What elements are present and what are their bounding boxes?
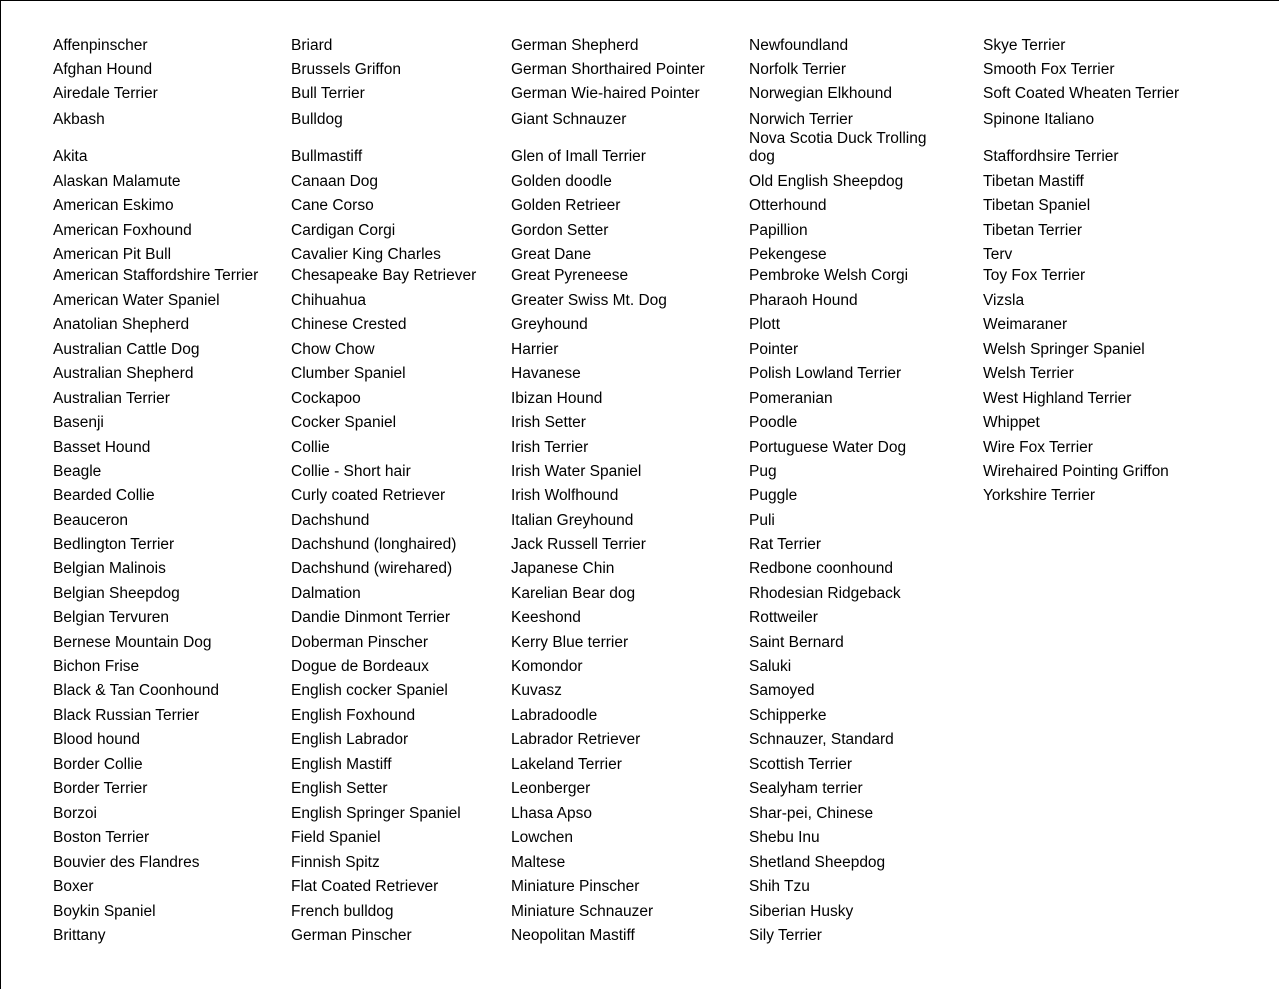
breed-item: Airedale Terrier bbox=[53, 85, 158, 102]
breed-item: Australian Shepherd bbox=[53, 365, 194, 382]
breed-item: Sealyham terrier bbox=[749, 780, 863, 797]
breed-item: Vizsla bbox=[983, 292, 1025, 309]
breed-item: Gordon Setter bbox=[511, 222, 609, 239]
breed-item: Pekengese bbox=[749, 246, 827, 263]
breed-column-3 bbox=[511, 1, 751, 990]
breed-item: Akita bbox=[53, 148, 88, 165]
breed-item: Pug bbox=[749, 463, 777, 480]
breed-item: Italian Greyhound bbox=[511, 512, 634, 529]
breed-item: Welsh Springer Spaniel bbox=[983, 341, 1145, 358]
breed-item: Schipperke bbox=[749, 707, 827, 724]
breed-item: Puggle bbox=[749, 487, 798, 504]
breed-item: Collie bbox=[291, 439, 330, 456]
breed-item: Leonberger bbox=[511, 780, 591, 797]
breed-item: Labrador Retriever bbox=[511, 731, 641, 748]
breed-item: Bull Terrier bbox=[291, 85, 365, 102]
breed-item: American Water Spaniel bbox=[53, 292, 220, 309]
breed-item: Black & Tan Coonhound bbox=[53, 682, 220, 699]
breed-item: Shebu Inu bbox=[749, 829, 820, 846]
breed-item: Basset Hound bbox=[53, 439, 151, 456]
breed-item: Great Pyreneese bbox=[511, 267, 629, 284]
breed-item: Bedlington Terrier bbox=[53, 536, 175, 553]
breed-item: Labradoodle bbox=[511, 707, 598, 724]
breed-item: Greyhound bbox=[511, 316, 588, 333]
breed-item: Nova Scotia Duck Trolling dog bbox=[749, 130, 927, 165]
breed-item: Ibizan Hound bbox=[511, 390, 603, 407]
breed-item: Rottweiler bbox=[749, 609, 818, 626]
breed-item: Golden doodle bbox=[511, 173, 612, 190]
breed-item: German Wie-haired Pointer bbox=[511, 85, 700, 102]
breed-item: Akbash bbox=[53, 111, 105, 128]
breed-item: Glen of Imall Terrier bbox=[511, 148, 646, 165]
breed-item: American Foxhound bbox=[53, 222, 192, 239]
breed-item: Dachshund (wirehared) bbox=[291, 560, 453, 577]
breed-item: English Springer Spaniel bbox=[291, 805, 461, 822]
breed-item: Cardigan Corgi bbox=[291, 222, 396, 239]
breed-item: Great Dane bbox=[511, 246, 592, 263]
breed-item: Sily Terrier bbox=[749, 927, 822, 944]
breed-item: Boxer bbox=[53, 878, 94, 895]
breed-item: Jack Russell Terrier bbox=[511, 536, 646, 553]
breed-item: Scottish Terrier bbox=[749, 756, 853, 773]
breed-item: English Foxhound bbox=[291, 707, 416, 724]
breed-item: Harrier bbox=[511, 341, 559, 358]
breed-item: Polish Lowland Terrier bbox=[749, 365, 902, 382]
breed-item: Dandie Dinmont Terrier bbox=[291, 609, 451, 626]
breed-item: French bulldog bbox=[291, 903, 394, 920]
breed-item: Schnauzer, Standard bbox=[749, 731, 894, 748]
breed-item: Belgian Tervuren bbox=[53, 609, 170, 626]
breed-item: Wire Fox Terrier bbox=[983, 439, 1093, 456]
breed-item: Australian Terrier bbox=[53, 390, 170, 407]
breed-item: Toy Fox Terrier bbox=[983, 267, 1086, 284]
breed-item: Pomeranian bbox=[749, 390, 833, 407]
breed-item: Australian Cattle Dog bbox=[53, 341, 200, 358]
breed-item: Clumber Spaniel bbox=[291, 365, 406, 382]
breed-item: Weimaraner bbox=[983, 316, 1068, 333]
breed-item: Rhodesian Ridgeback bbox=[749, 585, 901, 602]
breed-item: English Mastiff bbox=[291, 756, 392, 773]
breed-item: Blood hound bbox=[53, 731, 141, 748]
breed-item: Japanese Chin bbox=[511, 560, 615, 577]
breed-item: Irish Setter bbox=[511, 414, 586, 431]
breed-item: Old English Sheepdog bbox=[749, 173, 904, 190]
breed-item: Dogue de Bordeaux bbox=[291, 658, 429, 675]
breed-item: Siberian Husky bbox=[749, 903, 854, 920]
breed-item: Chinese Crested bbox=[291, 316, 407, 333]
breed-item: Boykin Spaniel bbox=[53, 903, 156, 920]
breed-item: Alaskan Malamute bbox=[53, 173, 181, 190]
breed-item: Brittany bbox=[53, 927, 106, 944]
breed-item: German Pinscher bbox=[291, 927, 412, 944]
breed-item: Kuvasz bbox=[511, 682, 562, 699]
breed-item: Maltese bbox=[511, 854, 566, 871]
breed-column-4 bbox=[749, 1, 989, 990]
breed-item: Bearded Collie bbox=[53, 487, 155, 504]
breed-item: Rat Terrier bbox=[749, 536, 822, 553]
breed-item: Cavalier King Charles bbox=[291, 246, 441, 263]
breed-item: Kerry Blue terrier bbox=[511, 634, 629, 651]
breed-item: Otterhound bbox=[749, 197, 827, 214]
breed-item: Spinone Italiano bbox=[983, 111, 1095, 128]
breed-item: Welsh Terrier bbox=[983, 365, 1074, 382]
breed-item: Chow Chow bbox=[291, 341, 375, 358]
breed-item: Border Collie bbox=[53, 756, 143, 773]
breed-item: Greater Swiss Mt. Dog bbox=[511, 292, 667, 309]
breed-item: Irish Terrier bbox=[511, 439, 589, 456]
breed-item: American Pit Bull bbox=[53, 246, 172, 263]
breed-item: English cocker Spaniel bbox=[291, 682, 448, 699]
breed-column-2 bbox=[291, 1, 531, 990]
breed-item: West Highland Terrier bbox=[983, 390, 1132, 407]
breed-column-5 bbox=[983, 1, 1223, 990]
breed-item: Miniature Pinscher bbox=[511, 878, 640, 895]
breed-item: Whippet bbox=[983, 414, 1040, 431]
breed-item: German Shepherd bbox=[511, 37, 639, 54]
breed-item: Pointer bbox=[749, 341, 799, 358]
breed-item: Shetland Sheepdog bbox=[749, 854, 886, 871]
breed-item: Lowchen bbox=[511, 829, 574, 846]
breed-item: Staffordhsire Terrier bbox=[983, 148, 1119, 165]
breed-item: Curly coated Retriever bbox=[291, 487, 446, 504]
breed-item: Bichon Frise bbox=[53, 658, 140, 675]
breed-item: Miniature Schnauzer bbox=[511, 903, 654, 920]
breed-item: Lhasa Apso bbox=[511, 805, 593, 822]
breed-item: Puli bbox=[749, 512, 775, 529]
breed-item: Chesapeake Bay Retriever bbox=[291, 267, 477, 284]
breed-item: Saluki bbox=[749, 658, 792, 675]
breed-item: Briard bbox=[291, 37, 333, 54]
breed-item: English Setter bbox=[291, 780, 388, 797]
breed-item: Saint Bernard bbox=[749, 634, 844, 651]
breed-item: Pharaoh Hound bbox=[749, 292, 858, 309]
breed-item: Basenji bbox=[53, 414, 104, 431]
breed-item: Anatolian Shepherd bbox=[53, 316, 190, 333]
breed-item: Golden Retrieer bbox=[511, 197, 621, 214]
breed-item: Borzoi bbox=[53, 805, 97, 822]
breed-item: Papillion bbox=[749, 222, 808, 239]
breed-item: Cocker Spaniel bbox=[291, 414, 397, 431]
breed-item: Border Terrier bbox=[53, 780, 148, 797]
breed-item: Belgian Sheepdog bbox=[53, 585, 180, 602]
breed-item: Giant Schnauzer bbox=[511, 111, 627, 128]
breed-item: Samoyed bbox=[749, 682, 815, 699]
breed-item: Redbone coonhound bbox=[749, 560, 893, 577]
breed-item: Pembroke Welsh Corgi bbox=[749, 267, 909, 284]
breed-item: Afghan Hound bbox=[53, 61, 153, 78]
breed-item: English Labrador bbox=[291, 731, 409, 748]
breed-column-1 bbox=[53, 1, 293, 990]
breed-item: Dachshund bbox=[291, 512, 370, 529]
breed-item: Wirehaired Pointing Griffon bbox=[983, 463, 1169, 480]
breed-item: Portuguese Water Dog bbox=[749, 439, 907, 456]
breed-item: Komondor bbox=[511, 658, 583, 675]
breed-item: American Eskimo bbox=[53, 197, 174, 214]
breed-item: Chihuahua bbox=[291, 292, 366, 309]
breed-item: Keeshond bbox=[511, 609, 581, 626]
breed-item: Lakeland Terrier bbox=[511, 756, 622, 773]
breed-item: Dalmation bbox=[291, 585, 361, 602]
breed-item: Flat Coated Retriever bbox=[291, 878, 439, 895]
breed-item: Cockapoo bbox=[291, 390, 361, 407]
breed-item: Newfoundland bbox=[749, 37, 849, 54]
breed-item: Plott bbox=[749, 316, 781, 333]
breed-item: Brussels Griffon bbox=[291, 61, 401, 78]
breed-list-page bbox=[1, 1, 1279, 990]
breed-item: Smooth Fox Terrier bbox=[983, 61, 1115, 78]
breed-item: Bernese Mountain Dog bbox=[53, 634, 212, 651]
breed-item: Yorkshire Terrier bbox=[983, 487, 1095, 504]
breed-item: Norwich Terrier bbox=[749, 111, 853, 128]
breed-item: Skye Terrier bbox=[983, 37, 1066, 54]
breed-item: Shar-pei, Chinese bbox=[749, 805, 874, 822]
breed-item: Beagle bbox=[53, 463, 102, 480]
breed-item: Karelian Bear dog bbox=[511, 585, 636, 602]
breed-item: Irish Wolfhound bbox=[511, 487, 619, 504]
breed-item: German Shorthaired Pointer bbox=[511, 61, 705, 78]
breed-item: American Staffordshire Terrier bbox=[53, 267, 259, 284]
breed-item: Collie - Short hair bbox=[291, 463, 411, 480]
breed-item: Bouvier des Flandres bbox=[53, 854, 200, 871]
breed-item: Poodle bbox=[749, 414, 798, 431]
breed-item: Boston Terrier bbox=[53, 829, 150, 846]
breed-item: Finnish Spitz bbox=[291, 854, 380, 871]
breed-item: Terv bbox=[983, 246, 1013, 263]
breed-item: Bullmastiff bbox=[291, 148, 363, 165]
breed-item: Norwegian Elkhound bbox=[749, 85, 893, 102]
breed-item: Cane Corso bbox=[291, 197, 374, 214]
breed-item: Tibetan Terrier bbox=[983, 222, 1083, 239]
breed-item: Soft Coated Wheaten Terrier bbox=[983, 85, 1180, 102]
breed-item: Belgian Malinois bbox=[53, 560, 166, 577]
breed-item: Irish Water Spaniel bbox=[511, 463, 642, 480]
breed-item: Neopolitan Mastiff bbox=[511, 927, 635, 944]
breed-item: Doberman Pinscher bbox=[291, 634, 428, 651]
breed-item: Havanese bbox=[511, 365, 581, 382]
breed-item: Field Spaniel bbox=[291, 829, 381, 846]
breed-item: Dachshund (longhaired) bbox=[291, 536, 457, 553]
breed-item: Bulldog bbox=[291, 111, 343, 128]
breed-item: Beauceron bbox=[53, 512, 128, 529]
breed-item: Norfolk Terrier bbox=[749, 61, 847, 78]
breed-item: Shih Tzu bbox=[749, 878, 810, 895]
breed-item: Black Russian Terrier bbox=[53, 707, 200, 724]
breed-item: Tibetan Spaniel bbox=[983, 197, 1091, 214]
breed-item: Canaan Dog bbox=[291, 173, 379, 190]
breed-item: Tibetan Mastiff bbox=[983, 173, 1084, 190]
breed-item: Affenpinscher bbox=[53, 37, 148, 54]
